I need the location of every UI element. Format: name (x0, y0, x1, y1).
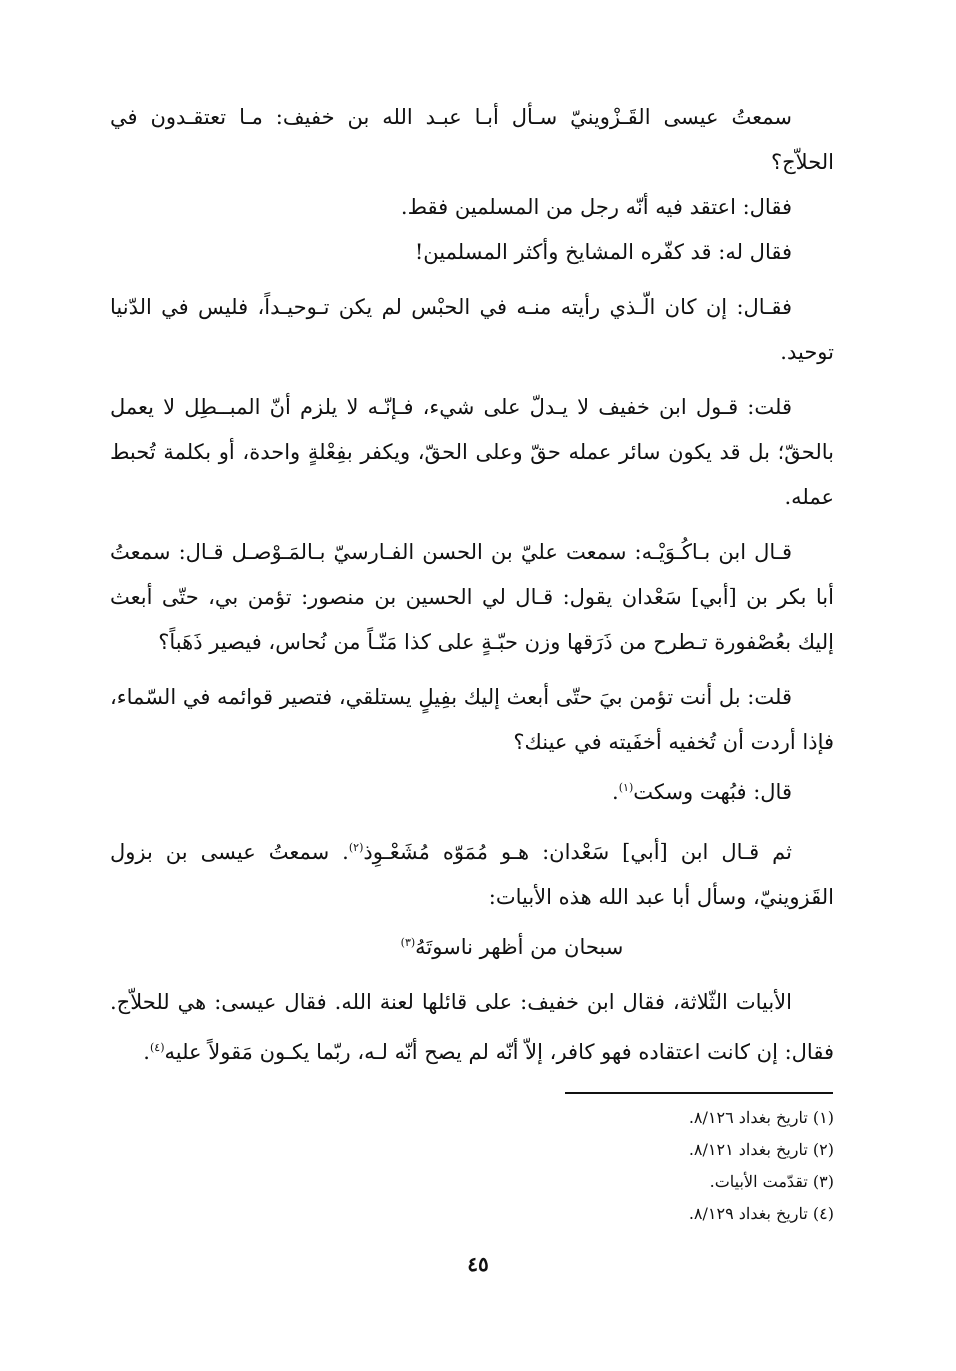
paragraph-10-end: . (143, 1040, 150, 1064)
paragraph-10-text: الأبيات الثّلاثة، فقال ابن خفيف: على قائلها لعنة الله. فقال عيسى: هي للحلاّج. فقال: إن كانت اعتقاده فهو كافر، إلاّ أنّه لم يصح أنّه لـه، ربّما يكـون مَقولاً عليه (110, 990, 834, 1064)
paragraph-8-text: قال: فبُهت وسكت (633, 780, 792, 804)
footnotes (454, 1102, 834, 1230)
footnote-separator (565, 1092, 833, 1094)
paragraph-8 (110, 765, 834, 815)
paragraph-9 (110, 825, 834, 920)
paragraph-6: قـال ابن بـاكُـوَيْـه: سمعت عليّ بن الحسن الفـارسيّ بـالمَـوْصـل قـال: سمعتُ أبا بكر بن [أبي] سَعْدان يقول: قـال لي الحسين بن منصور: تؤمن بي، حتّى أبعث إليك بعُصْفورة تـطرح من ذَرَقها وزن حبّـةٍ على كذا مَنّـاً من نُحاس، فيصير ذَهَباً؟ (110, 540, 834, 654)
paragraph-2: فقال: اعتقد فيه أنّه رجل من المسلمين فقط. (400, 195, 792, 219)
footnote-marker-3: (٣) (400, 936, 416, 949)
footnote-marker-4: (٤) (149, 1041, 165, 1054)
footnote-marker-1: (١) (618, 781, 634, 794)
paragraph-5: قلت: قـول ابن خفيف لا يـدلّ على شيء، فـإنّـه لا يلزم أنّ المبــطِل لا يعمل بالحقّ؛ بل قد يكون سائر عمله حقّ وعلى الحقّ، ويكفر بفِعْلةٍ واحدة، أو بكلمة تُحبط عمله. (110, 395, 834, 509)
footnote-3: (٣) تقدّمت الأبيات. (709, 1172, 834, 1191)
paragraph-1: سمعتُ عيسى القَـزْوينيّ سـأل أبـا عبـد الله بن خفيف: مـا تعتقـدون في الحلاّج؟ (110, 105, 834, 174)
footnote-marker-2: (٢) (348, 841, 364, 854)
paragraph-9-text-a: ثم قـال ابن [أبي] سَعْدان: هـو مُمَوّه مُشَعْـوِذ (363, 840, 792, 864)
verse-line (110, 920, 834, 970)
footnote-2: (٢) تاريخ بغداد ٨/١٢١. (688, 1140, 834, 1159)
page-number: ٤٥ (467, 1252, 489, 1276)
paragraph-8-end: . (612, 780, 619, 804)
verse-text: سبحان من أظهر ناسوتَهُ (415, 935, 624, 959)
paragraph-10 (110, 980, 834, 1075)
footnote-1: (١) تاريخ بغداد ٨/١٢٦. (688, 1108, 834, 1127)
paragraph-3: فقال له: قد كفّره المشايخ وأكثر المسلمين! (414, 240, 792, 264)
main-text (110, 95, 834, 1075)
footnote-4: (٤) تاريخ بغداد ٨/١٢٩. (688, 1204, 834, 1223)
paragraph-4: فقـال: إن كان الّـذي رأيته منـه في الحبْس لم يكن تـوحيـداً، فليس في الدّنيا توحيد. (110, 295, 834, 364)
paragraph-7: قلت: بل أنت تؤمن بيَ حتّى أبعث إليك بفِيلٍ يستلقي، فتصير قوائمه في السّماء، فإذا أردت أن تُخفيه أخفَيته في عينك؟ (110, 685, 834, 754)
paragraph-9-text-b: . سمعتُ عيسى بن بزول القَزوينيّ، وسأل أبا عبد الله هذه الأبيات: (110, 840, 834, 909)
